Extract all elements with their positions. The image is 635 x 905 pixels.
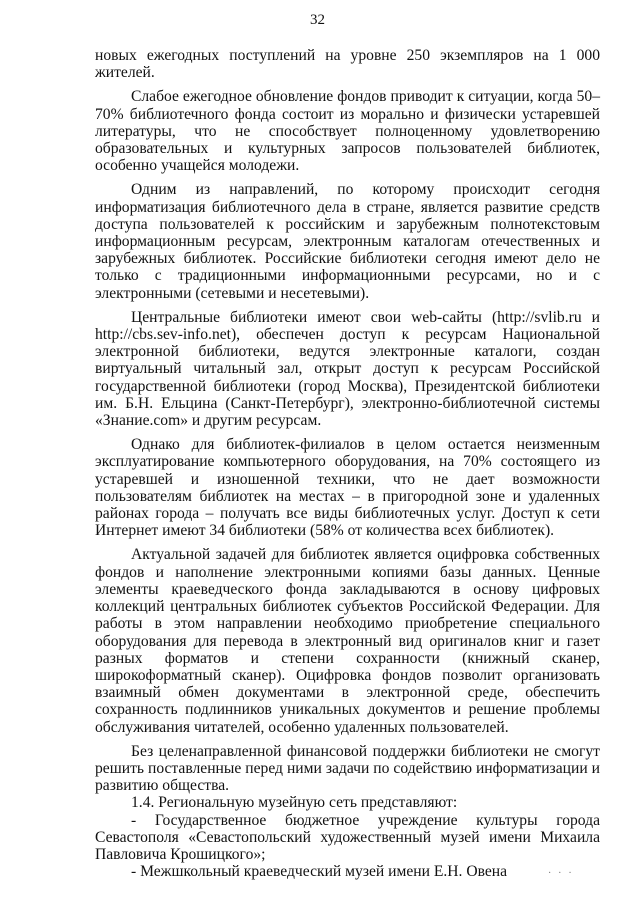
section-heading: 1.4. Региональную музейную сеть представляют: [131, 794, 458, 812]
paragraph: Без целенаправленной финансовой поддержки библиотеки не смогут решить поставленные перед ними задачи по содействию информатизации и развитию общества. [95, 742, 600, 795]
paragraph: Центральные библиотеки имеют свои web-сайты (http://svlib.ru и http://cbs.sev-info.net), обеспечен доступ к ресурсам Национальной электронной библиотеки, ведутся электронные каталоги, создан виртуальный читальный зал, открыт доступ к ресурсам Российской государственной библиотеки (город Москва), Президентской библиотеки им. Б.Н. Ельцина (Санкт-Петербург), электронно-библиотечной системы «Знание.com» и другим ресурсам. [95, 308, 600, 430]
paragraph: Актуальной задачей для библиотек является оцифровка собственных фондов и наполнение электронными копиями базы данных. Ценные элементы краеведческого фонда закладываются в основу цифровых коллекций центральных библиотек субъектов Российской Федерации. Для работы в этом направлении необходимо приобретение специального оборудования для перевода в электронный вид оригиналов книг и газет разных форматов и степени сохранности (книжный сканер, широкоформатный сканер). Оцифровка фондов позволит организовать взаимный обмен документами в электронной среде, обеспечить сохранность подлинников уникальных документов и решение проблемы обслуживания читателей, особенно удаленных пользователей. [95, 546, 600, 736]
paragraph: Слабое ежегодное обновление фондов приводит к ситуации, когда 50–70% библиотечного фонда состоит из морально и физически устаревшей литературы, что не способствует полноценному удовлетворению образовательных и культурных запросов пользователей библиотек, особенно учащейся молодежи. [95, 88, 600, 175]
list-item: - Государственное бюджетное учреждение культуры города Севастополя «Севастопольский художественный музей имени Михаила Павловича Крошицкого»; [95, 811, 600, 863]
paragraph-continued: новых ежегодных поступлений на уровне 250 экземпляров на 1 000 жителей. [95, 47, 600, 82]
paragraph: Однако для библиотек-филиалов в целом остается неизменным эксплуатирование компьютерного оборудования, на 70% состоящего из устаревшей и изношенной техники, что не дает возможности пользователям библиотек на местах – в пригородной зоне и удаленных районах города – получать все виды библиотечных услуг. Доступ к сети Интернет имеют 34 библиотеки (58% от количества всех библиотек). [95, 436, 600, 540]
document-body [95, 47, 600, 880]
scan-artifact: · · · [548, 868, 575, 879]
page-number: 32 [310, 12, 325, 28]
list-item: - Межшкольный краеведческий музей имени Е.Н. Овена [131, 863, 508, 881]
paragraph: Одним из направлений, по которому происходит сегодня информатизация библиотечного дела в стране, является развитие средств доступа пользователей к российским и зарубежным полнотекстовым информационным ресурсам, электронным каталогам отечественных и зарубежных библиотек. Российские библиотеки сегодня имеют дело не только с традиционными информационными ресурсами, но и с электронными (сетевыми и несетевыми). [95, 181, 600, 302]
